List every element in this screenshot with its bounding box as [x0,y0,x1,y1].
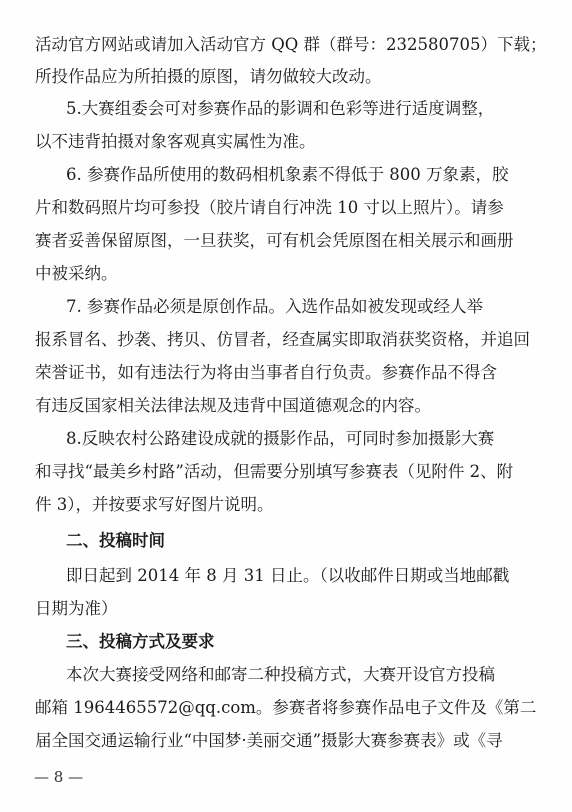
body-text-line: 片和数码照片均可参投（胶片请自行冲洗 10 寸以上照片）。请参 [35,198,504,217]
body-text-line: 有违反国家相关法律法规及违背中国道德观念的内容。 [35,396,431,415]
body-text-line: 届全国交通运输行业“中国梦·美丽交通”摄影大赛参赛表》或《寻 [35,731,503,750]
page-number: — 8 — [34,768,84,786]
body-text-line: 日期为准） [35,599,118,618]
paragraph-6-start: 6. 参赛作品所使用的数码相机象素不得低于 800 万象素，胶 [66,165,509,184]
body-text-line: 邮箱 1964465572@qq.com。参赛者将参赛作品电子文件及《第二 [35,698,537,717]
body-text-line: 和寻找“最美乡村路”活动，但需要分别填写参赛表（见附件 2、附 [35,462,514,481]
paragraph-method-start: 本次大赛接受网络和邮寄二种投稿方式，大赛开设官方投稿 [66,665,495,684]
body-text-line: 报系冒名、抄袭、拷贝、仿冒者，经查属实即取消获奖资格，并追回 [35,330,530,349]
body-text-line: 所投作品应为所拍摄的原图，请勿做较大改动。 [35,67,382,86]
paragraph-7-start: 7. 参赛作品必须是原创作品。入选作品如被发现或经人举 [66,297,483,316]
body-text-line: 活动官方网站或请加入活动官方 QQ 群（群号：232580705）下载； [35,35,547,54]
body-text-line: 赛者妥善保留原图，一旦获奖，可有机会凭原图在相关展示和画册 [35,231,514,250]
section-heading-submission-time: 二、投稿时间 [66,531,165,550]
body-text-line: 荣誉证书，如有违法行为将由当事者自行负责。参赛作品不得含 [35,363,497,382]
paragraph-5-start: 5.大赛组委会可对参赛作品的影调和色彩等进行适度调整， [66,99,495,118]
body-text-line: 件 3），并按要求写好图片说明。 [35,495,274,514]
section-heading-submission-method: 三、投稿方式及要求 [66,632,215,651]
paragraph-8-start: 8.反映农村公路建设成就的摄影作品，可同时参加摄影大赛 [66,429,495,448]
body-text-line: 以不违背拍摄对象客观真实属性为准。 [35,132,316,151]
paragraph-deadline-start: 即日起到 2014 年 8 月 31 日止。（以收邮件日期或当地邮戳 [66,566,510,585]
body-text-line: 中被采纳。 [35,264,118,283]
